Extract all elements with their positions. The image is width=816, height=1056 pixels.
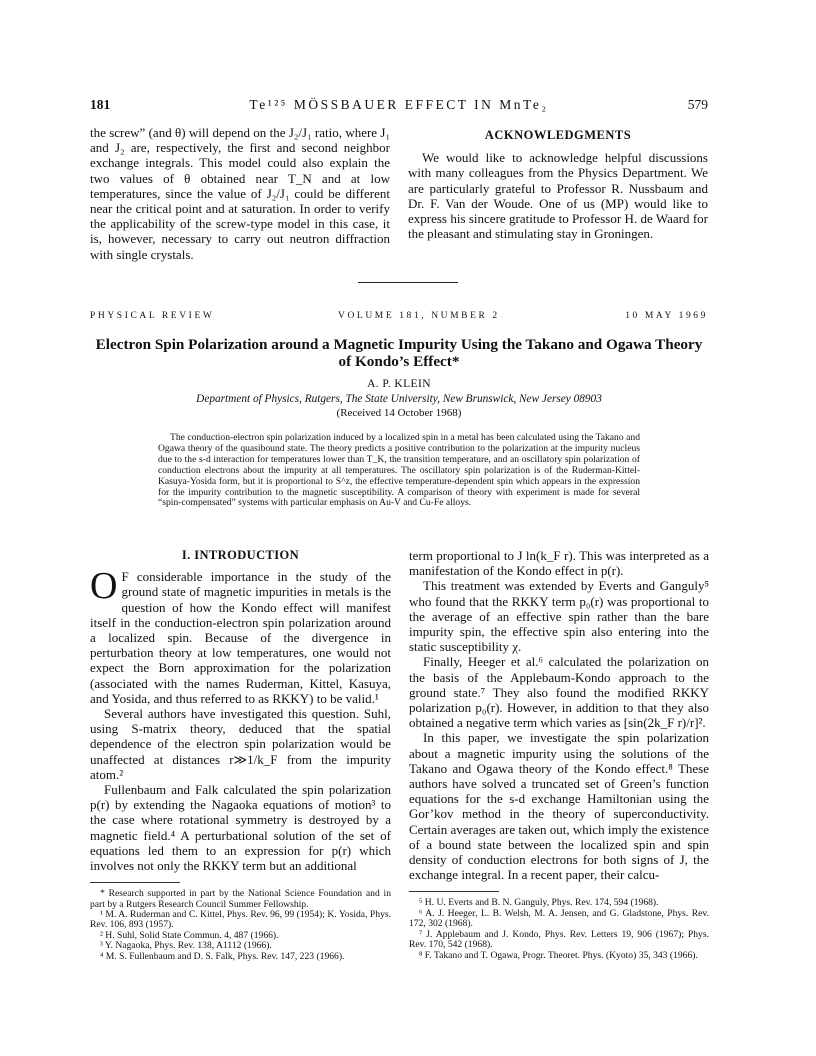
article-affiliation: Department of Physics, Rutgers, The State University, New Brunswick, New Jersey 08903 [196, 393, 602, 405]
article-abstract [158, 433, 640, 509]
intro-paragraph-6: In this paper, we investigate the spin polarization about a magnetic impurity using the solutions of the Takano and Ogawa theory of the Kondo effect.⁸ These authors have solved a truncated set of Green’s function equations for the s-d exchange Hamiltonian using the Gor’kov method in the theory of superconductivity. Certain averages are taken out, which imply the existence of a bound state between the localized spin and spin density of conduction electrons for both signs of J, the exchange integral. In a recent paper, their calcu- [409, 730, 709, 883]
header-running-title: Te¹²⁵ MÖSSBAUER EFFECT IN MnTe₂ [249, 97, 549, 112]
previous-article-text [90, 125, 390, 262]
introduction-heading: I. INTRODUCTION [181, 548, 300, 562]
footnotes-right [409, 898, 709, 960]
intro-paragraph-4: This treatment was extended by Everts and Ganguly⁵ who found that the RKKY term p₀(r) was proportional to the average of an effective spin rather than the bare impurity spin, the effective spin also entering into the static susceptibility χ. [409, 578, 709, 655]
footnote: ³ Y. Nagaoka, Phys. Rev. 138, A1112 (1966). [100, 940, 272, 952]
previous-article-paragraph: the screw” (and θ) will depend on the J₂/J₁ ratio, where J₁ and J₂ are, respectively, the first and second neighbor exchange integrals. This model could also explain the two values of θ obtained near T_N and at low temperatures, since the value of J₂/J₁ could be different near the critical point and at saturation. In order to verify the applicability of the screw-type model in this case, it is, however, necessary to carry out neutron diffraction with single crystals. [90, 125, 390, 262]
footnote-rule [90, 882, 180, 883]
footnote-rule [409, 891, 499, 892]
intro-paragraph-5: Finally, Heeger et al.⁶ calculated the polarization on the basis of the Applebaum-Kondo approach to the ground state.⁷ They also found the modified RKKY polarization p₀(r). However, in addition to that they also obtained a negative term which varies as [sin(2k_F r)/r]². [409, 654, 709, 731]
intro-paragraph-1-text: F considerable importance in the study of the ground state of magnetic impurities in metals is the question of how the Kondo effect will manifest itself in the conduction-electron spin polarization around a localized spin. Because of the divergence in perturbation theory at low temperatures, one would not expect the Born approximation for the polarization (associated with the names Ruderman, Kittel, Kasuya, and Yosida, and thus referred to as RKKY) to be valid.¹ [90, 569, 391, 706]
header-right-page-number: 579 [687, 97, 708, 112]
footnote: ⁸ F. Takano and T. Ogawa, Progr. Theoret. Phys. (Kyoto) 35, 343 (1966). [419, 949, 698, 961]
article-author: A. P. KLEIN [367, 378, 431, 390]
section-divider [358, 282, 458, 283]
right-column [409, 548, 709, 961]
header-left-page-number: 181 [90, 97, 111, 112]
left-column [90, 548, 391, 962]
journal-name: PHYSICAL REVIEW [90, 311, 215, 321]
journal-date: 10 MAY 1969 [625, 311, 708, 321]
acknowledgments-paragraph: We would like to acknowledge helpful discussions with many colleagues from the Physics Department. We are particularly grateful to Professor R. Nussbaum and Dr. F. Van der Woude. One of us (MP) would like to express his sincere gratitude to Professor H. de Waard for the pleasant and stimulating stay in Groningen. [408, 150, 708, 242]
running-header [90, 97, 708, 117]
intro-paragraph-3: Fullenbaum and Falk calculated the spin polarization p(r) by extending the Nagaoka equations of motion³ to the case where rotational symmetry is destroyed by a magnetic field.⁴ A perturbational solution of the set of equations led them to an expression for p(r) which involves not only the RKKY term but an additional [90, 782, 391, 874]
acknowledgments-heading: ACKNOWLEDGMENTS [484, 128, 632, 142]
journal-bar [90, 311, 708, 325]
article-title: Electron Spin Polarization around a Magnetic Impurity Using the Takano and Ogawa Theory of Kondo’s Effect* [95, 336, 703, 370]
footnote: ⁵ H. U. Everts and B. N. Ganguly, Phys. Rev. 174, 594 (1968). [419, 897, 659, 909]
intro-paragraph-1 [90, 565, 391, 706]
intro-paragraph-continued: term proportional to J ln(k_F r). This was interpreted as a manifestation of the Kondo effect in p(r). [409, 548, 709, 579]
journal-volume: VOLUME 181, NUMBER 2 [338, 311, 500, 321]
drop-cap: O [90, 565, 118, 608]
footnote: ¹ M. A. Ruderman and C. Kittel, Phys. Rev. 96, 99 (1954); K. Yosida, Phys. Rev. 106, 893 (1957). [90, 909, 391, 931]
footnote: ⁴ M. S. Fullenbaum and D. S. Falk, Phys. Rev. 147, 223 (1966). [100, 950, 345, 962]
footnote: ⁷ J. Applebaum and J. Kondo, Phys. Rev. Letters 19, 906 (1967); Phys. Rev. 170, 542 (1968). [409, 928, 709, 951]
intro-paragraph-2: Several authors have investigated this question. Suhl, using S-matrix theory, deduced that the spatial dependence of the electron spin polarization would be unaffected at distances r≫1/k_F from the impurity atom.² [90, 706, 391, 782]
footnote: * Research supported in part by the National Science Foundation and in part by a Rutgers Research Council Summer Fellowship. [90, 888, 391, 910]
acknowledgments-section [408, 128, 708, 241]
article-received-date: (Received 14 October 1968) [336, 407, 462, 419]
footnotes-left [90, 889, 391, 962]
abstract-text: The conduction-electron spin polarization induced by a localized spin in a metal has been calculated using the Takano and Ogawa theory of the quasibound state. The theory predicts a positive contribution to the polarization at the impurity nucleus due to the s-d interaction for temperatures lower than T_K, the transition temperature, and an oscillatory spin polarization of conduction electrons about the impurity at all temperatures. The oscillatory spin polarization is of the Ruderman-Kittel-Kasuya-Yosida form, but it is proportional to S^z, the effective temperature-dependent spin which appears in the expression for the impurity contribution to the magnetic susceptibility. A comparison of theory with experiment is made for several “spin-compensated” systems with particular emphasis on Au-V and Cu-Fe alloys. [158, 432, 640, 509]
footnote: ⁶ A. J. Heeger, L. B. Welsh, M. A. Jensen, and G. Gladstone, Phys. Rev. 172, 302 (1968). [409, 907, 709, 930]
footnote: ² H. Suhl, Solid State Commun. 4, 487 (1966). [100, 929, 279, 941]
